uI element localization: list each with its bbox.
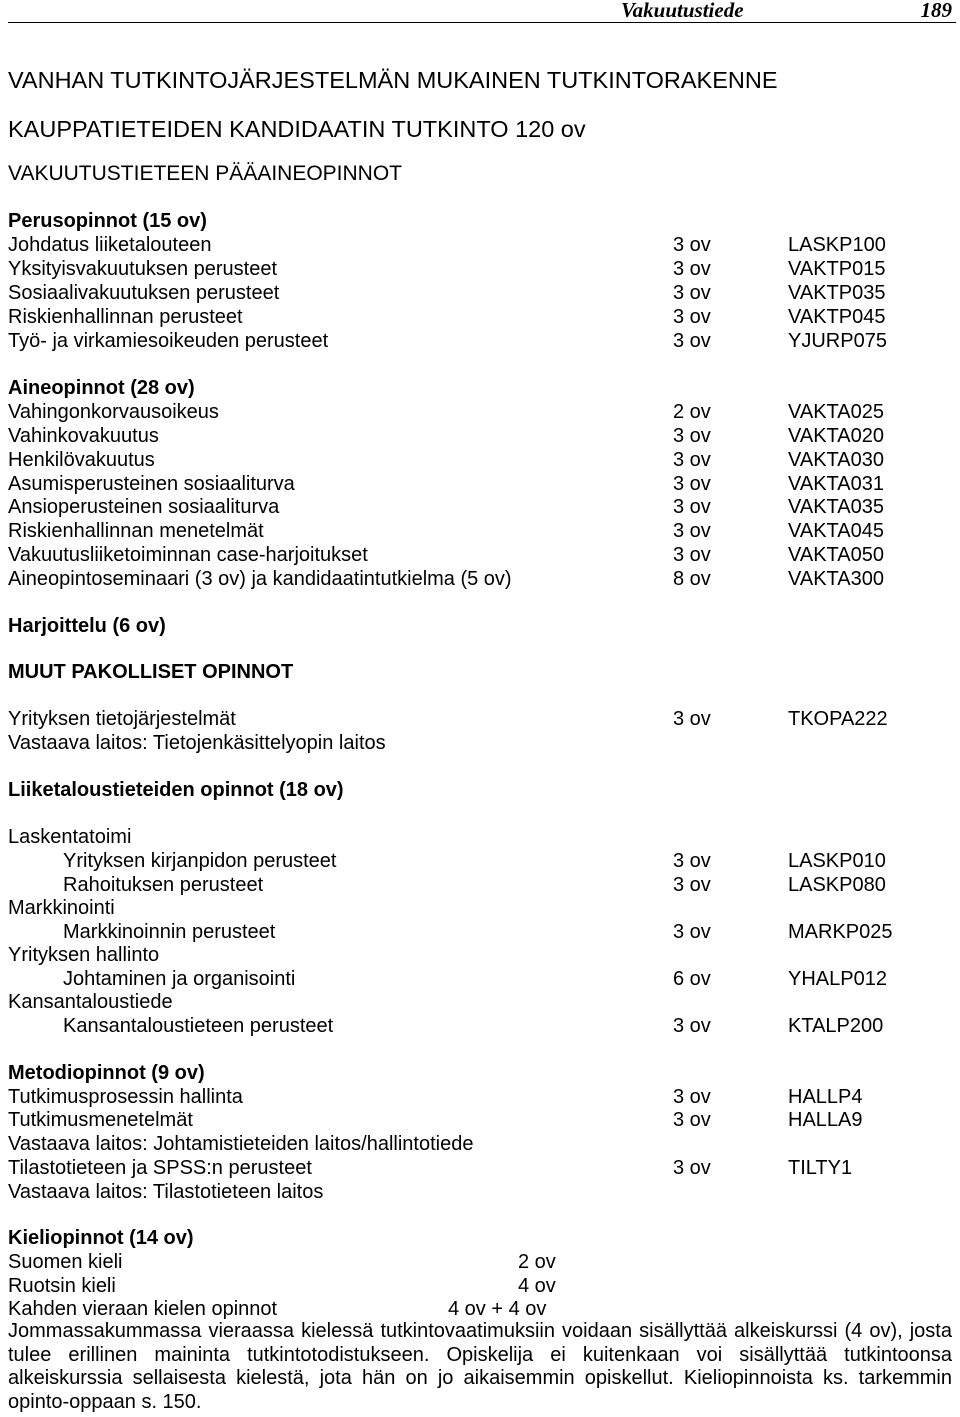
course-row: Yrityksen tietojärjestelmät 3 ov TKOPA222	[8, 708, 888, 730]
section-heading: Kieliopinnot (14 ov)	[8, 1227, 194, 1249]
course-row: Henkilövakuutus 3 ov VAKTA030	[8, 449, 884, 471]
section-heading: Perusopinnot (15 ov)	[8, 210, 207, 232]
course-group-label: Kansantaloustiede	[8, 991, 173, 1013]
course-row: Vahingonkorvausoikeus 2 ov VAKTA025	[8, 401, 884, 423]
course-row: Rahoituksen perusteet 3 ov LASKP080	[63, 874, 886, 896]
section-heading: Aineopinnot (28 ov)	[8, 377, 195, 399]
course-row: Asumisperusteinen sosiaaliturva 3 ov VAKTA031	[8, 473, 884, 495]
course-row: Riskienhallinnan menetelmät 3 ov VAKTA045	[8, 520, 884, 542]
course-row: Yksityisvakuutuksen perusteet 3 ov VAKTP015	[8, 258, 886, 280]
course-row: Tutkimusmenetelmät 3 ov HALLA9	[8, 1109, 863, 1131]
responsible-department: Vastaava laitos: Tilastotieteen laitos	[8, 1181, 324, 1203]
course-row: Tutkimusprosessin hallinta 3 ov HALLP4	[8, 1086, 863, 1108]
course-row: Sosiaalivakuutuksen perusteet 3 ov VAKTP035	[8, 282, 886, 304]
course-row: Suomen kieli 2 ov	[8, 1251, 556, 1273]
responsible-department: Vastaava laitos: Tietojenkäsittelyopin laitos	[8, 732, 386, 754]
course-row: Yrityksen kirjanpidon perusteet 3 ov LASKP010	[63, 850, 886, 872]
responsible-department: Vastaava laitos: Johtamistieteiden laitos/hallintotiede	[8, 1133, 474, 1155]
course-row: Johtaminen ja organisointi 6 ov YHALP012	[63, 968, 887, 990]
course-row: Kansantaloustieteen perusteet 3 ov KTALP200	[63, 1015, 884, 1037]
course-row: Ruotsin kieli 4 ov	[8, 1275, 556, 1297]
page-header	[8, 0, 956, 23]
course-row: Aineopintoseminaari (3 ov) ja kandidaatintutkielma (5 ov) 8 ov VAKTA300	[8, 568, 884, 590]
course-row: Johdatus liiketalouteen 3 ov LASKP100	[8, 234, 886, 256]
course-group-label: Markkinointi	[8, 897, 115, 919]
degree-title: KAUPPATIETEIDEN KANDIDAATIN TUTKINTO 120 ov	[8, 116, 586, 142]
course-row: Kahden vieraan kielen opinnot 4 ov + 4 ov	[8, 1298, 547, 1320]
section-title: Vakuutustiede	[621, 0, 744, 22]
page-number: 189	[920, 0, 952, 22]
course-row: Työ- ja virkamiesoikeuden perusteet 3 ov YJURP075	[8, 330, 887, 352]
course-row: Vahinkovakuutus 3 ov VAKTA020	[8, 425, 884, 447]
course-row: Tilastotieteen ja SPSS:n perusteet 3 ov TILTY1	[8, 1157, 853, 1179]
section-heading: Harjoittelu (6 ov)	[8, 615, 166, 637]
section-heading: MUUT PAKOLLISET OPINNOT	[8, 661, 294, 683]
course-row: Ansioperusteinen sosiaaliturva 3 ov VAKTA035	[8, 496, 884, 518]
course-group-label: Laskentatoimi	[8, 826, 132, 848]
course-group-label: Yrityksen hallinto	[8, 944, 160, 966]
section-heading: Liiketaloustieteiden opinnot (18 ov)	[8, 779, 344, 801]
major-title: VAKUUTUSTIETEEN PÄÄAINEOPINNOT	[8, 162, 403, 185]
course-row: Vakuutusliiketoiminnan case-harjoitukset 3 ov VAKTA050	[8, 544, 884, 566]
course-row: Markkinoinnin perusteet 3 ov MARKP025	[63, 921, 893, 943]
section-heading: Metodiopinnot (9 ov)	[8, 1062, 205, 1084]
course-row: Riskienhallinnan perusteet 3 ov VAKTP045	[8, 306, 886, 328]
language-studies-note: Jommassakummassa vieraassa kielessä tutkintovaatimuksiin voidaan sisällyttää alkeiskurssi (4 ov), josta tulee erillinen maininta tutkintotodistukseen. Opiskelija ei kuitenkaan voi sisällyttää tutkintoonsa alkeiskurssia sellaisesta kielestä, jota hän on jo aikaisemmin opiskellut. Kieliopinnoista ks. tarkemmin opinto-oppaan s. 150.	[8, 1320, 952, 1413]
document-title: VANHAN TUTKINTOJÄRJESTELMÄN MUKAINEN TUTKINTORAKENNE	[8, 67, 778, 93]
